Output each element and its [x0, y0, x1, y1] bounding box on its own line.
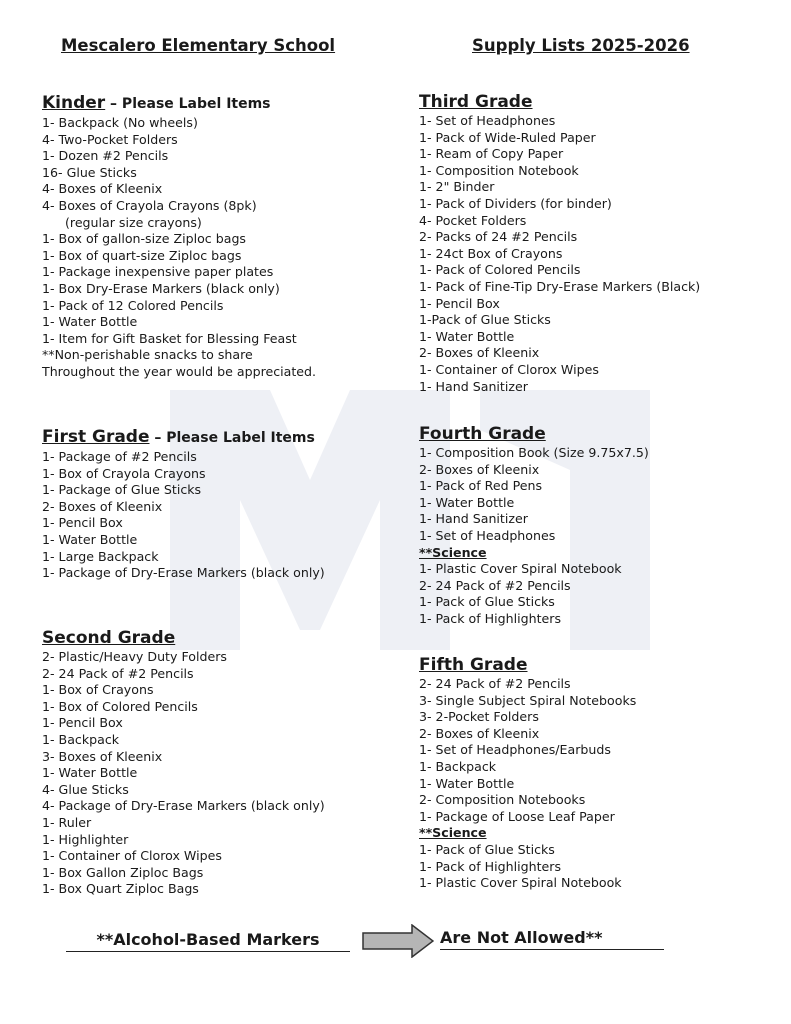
- list-item: 4- Boxes of Crayola Crayons (8pk): [42, 197, 257, 213]
- list-item: 2- 24 Pack of #2 Pencils: [42, 665, 194, 681]
- grade-heading: Third Grade: [419, 92, 533, 112]
- supply-list: [419, 676, 636, 892]
- list-item: 1- Pencil Box: [42, 515, 123, 531]
- grade-heading: Fifth Grade: [419, 655, 528, 675]
- list-item: 1- Container of Clorox Wipes: [42, 848, 222, 864]
- list-item: 1- Pack of Highlighters: [419, 610, 562, 626]
- supply-list: [42, 115, 316, 381]
- list-item: 1- Box of Crayons: [42, 682, 154, 698]
- section-kinder: [42, 92, 316, 381]
- list-item: 1- Backpack: [42, 731, 120, 747]
- list-item: 1- Pack of Fine-Tip Dry-Erase Markers (Black): [419, 278, 701, 294]
- label-note: – Please Label Items: [105, 96, 271, 112]
- list-item: 1- Container of Clorox Wipes: [419, 361, 599, 377]
- section-fourth-grade: [419, 423, 649, 628]
- list-item: 1- Box Quart Ziploc Bags: [42, 881, 199, 897]
- list-item: 1- Large Backpack: [42, 548, 159, 564]
- list-item: 1- Package of #2 Pencils: [42, 449, 197, 464]
- list-item: 1-Pack of Glue Sticks: [419, 312, 551, 328]
- footer-warning-left: **Alcohol-Based Markers: [66, 930, 350, 952]
- list-item: 1- Water Bottle: [419, 494, 515, 510]
- list-item: 3- Boxes of Kleenix: [42, 748, 163, 764]
- list-item: 1- Item for Gift Basket for Blessing Feast: [42, 330, 297, 346]
- list-item: 4- Pocket Folders: [419, 212, 527, 228]
- list-item: 1- Set of Headphones: [419, 527, 556, 543]
- list-item: 2- Packs of 24 #2 Pencils: [419, 229, 578, 245]
- list-item: 1- Pack of Glue Sticks: [419, 594, 555, 610]
- section-title: [419, 654, 636, 676]
- section-title: [419, 91, 700, 113]
- list-item: 1- Pack of Wide-Ruled Paper: [419, 129, 596, 145]
- list-item: 1- Pack of Dividers (for binder): [419, 195, 612, 211]
- list-item: 1- Box of Crayola Crayons: [42, 465, 206, 481]
- list-item: 1- Box of gallon-size Ziploc bags: [42, 231, 246, 247]
- supply-list: [419, 445, 649, 628]
- list-item: 1- Composition Notebook: [419, 162, 579, 178]
- list-item: 1- Box Dry-Erase Markers (black only): [42, 280, 280, 296]
- footer-warning-right: Are Not Allowed**: [440, 928, 664, 950]
- list-item: 2- Composition Notebooks: [419, 792, 586, 808]
- list-item: 4- Package of Dry-Erase Markers (black only): [42, 798, 325, 814]
- list-item: Throughout the year would be appreciated.: [42, 363, 317, 379]
- list-item: 1- Plastic Cover Spiral Notebook: [419, 875, 622, 891]
- arrow-right-icon: [362, 924, 434, 958]
- list-item: 1- Hand Sanitizer: [419, 378, 528, 394]
- list-item: 1- Set of Headphones/Earbuds: [419, 742, 611, 758]
- list-item: 3- 2-Pocket Folders: [419, 709, 539, 725]
- list-item: 1- Water Bottle: [42, 314, 138, 330]
- list-item: **Non-perishable snacks to share: [42, 347, 253, 363]
- list-item: 1- Box of quart-size Ziploc bags: [42, 247, 242, 263]
- section-title: [42, 627, 325, 649]
- list-item: 1- Hand Sanitizer: [419, 511, 528, 527]
- list-item: 1- Ream of Copy Paper: [419, 146, 564, 162]
- list-item: 1- Backpack (No wheels): [42, 115, 198, 130]
- science-subheading: **Science: [419, 544, 487, 560]
- list-item: 1- Ruler: [42, 814, 92, 830]
- list-item: 1- Pencil Box: [419, 295, 500, 311]
- section-title: [42, 92, 316, 115]
- list-item: 1- Package inexpensive paper plates: [42, 264, 274, 280]
- section-second-grade: [42, 627, 325, 898]
- document-title: Supply Lists 2025-2026: [472, 36, 690, 55]
- section-title: [42, 426, 325, 449]
- list-item: 1- Package of Loose Leaf Paper: [419, 808, 615, 824]
- school-name: Mescalero Elementary School: [61, 36, 336, 55]
- list-item: 1- Water Bottle: [42, 765, 138, 781]
- list-item: 1- Pencil Box: [42, 715, 123, 731]
- list-item: 1- Composition Book (Size 9.75x7.5): [419, 445, 649, 460]
- grade-heading: Second Grade: [42, 628, 176, 648]
- list-item: 1- Pack of 12 Colored Pencils: [42, 297, 224, 313]
- list-item: 1- Pack of Red Pens: [419, 478, 543, 494]
- list-item: 16- Glue Sticks: [42, 164, 137, 180]
- grade-heading: Kinder: [42, 93, 106, 113]
- grade-heading: Fourth Grade: [419, 424, 546, 444]
- section-third-grade: [419, 91, 700, 395]
- supply-list: [419, 113, 700, 395]
- list-item: 1- Pack of Glue Sticks: [419, 841, 555, 857]
- supply-list: [42, 649, 325, 898]
- list-item: 1- Water Bottle: [419, 775, 515, 791]
- list-item: 1- Box Gallon Ziploc Bags: [42, 864, 204, 880]
- list-item: 1- 2" Binder: [419, 179, 495, 195]
- list-item: 1- Box of Colored Pencils: [42, 698, 198, 714]
- label-note: – Please Label Items: [149, 430, 315, 446]
- list-item: 2- Plastic/Heavy Duty Folders: [42, 649, 227, 664]
- list-item: 1- Dozen #2 Pencils: [42, 148, 169, 164]
- section-fifth-grade: [419, 654, 636, 892]
- list-item: 1- 24ct Box of Crayons: [419, 245, 563, 261]
- list-item: 1- Pack of Highlighters: [419, 858, 562, 874]
- list-item: 1- Set of Headphones: [419, 113, 556, 128]
- list-item: 4- Two-Pocket Folders: [42, 131, 178, 147]
- list-item: 1- Backpack: [419, 758, 497, 774]
- list-item: 4- Boxes of Kleenix: [42, 181, 163, 197]
- supply-list: [42, 449, 325, 582]
- section-title: [419, 423, 649, 445]
- list-item: 2- 24 Pack of #2 Pencils: [419, 577, 571, 593]
- list-item: 2- Boxes of Kleenix: [42, 498, 163, 514]
- list-item: 1- Water Bottle: [42, 531, 138, 547]
- list-item: 4- Glue Sticks: [42, 781, 129, 797]
- list-item: (regular size crayons): [65, 214, 202, 230]
- list-item: 1- Highlighter: [42, 831, 129, 847]
- page-header: [0, 36, 791, 60]
- list-item: 3- Single Subject Spiral Notebooks: [419, 692, 637, 708]
- list-item: 1- Package of Glue Sticks: [42, 482, 202, 498]
- list-item: 1- Pack of Colored Pencils: [419, 262, 581, 278]
- list-item: 1- Package of Dry-Erase Markers (black only): [42, 565, 325, 581]
- list-item: 2- Boxes of Kleenix: [419, 345, 540, 361]
- section-first-grade: [42, 426, 325, 582]
- science-subheading: **Science: [419, 825, 487, 841]
- list-item: 2- 24 Pack of #2 Pencils: [419, 676, 571, 691]
- list-item: 2- Boxes of Kleenix: [419, 725, 540, 741]
- list-item: 1- Plastic Cover Spiral Notebook: [419, 561, 622, 577]
- list-item: 2- Boxes of Kleenix: [419, 461, 540, 477]
- grade-heading: First Grade: [42, 427, 150, 447]
- list-item: 1- Water Bottle: [419, 328, 515, 344]
